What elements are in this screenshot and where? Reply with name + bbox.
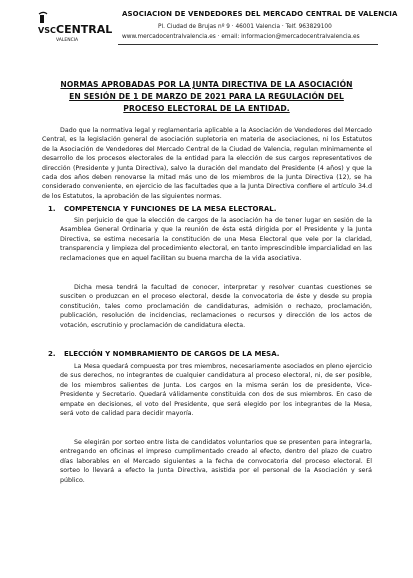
logo-graphic bbox=[36, 12, 113, 46]
section-heading bbox=[48, 205, 276, 213]
header-divider bbox=[118, 44, 378, 45]
letterhead bbox=[0, 0, 413, 56]
logo-vsc-text: VSC bbox=[38, 26, 56, 35]
intro-paragraph: Dado que la normativa legal y reglamentaria aplicable a la Asociación de Vendedores del Mercado Central, es la legislación general de asociación supletoria en materia de asociaciones, ni los Estatutos de la Asociación de Vendedores del Mercado Central de la Ciudad de Valencia, regulan mínimamente el desarrollo de los procesos electorales de la entidad para la elección de sus cargos representativos de dirección (Presidente y Junta Directiva), salvo la duración del mandato del Presidente (4 años) y que la cada dos años deben renovarse la mitad más uno de los miembros de la Junta Directiva (12), se ha considerado conveniente, en ejercicio de las facultades que a la Junta Directiva confiere el artículo 34.d de los Estatutos, la aprobación de las siguientes normas. bbox=[42, 127, 372, 200]
organization-name: ASOCIACION DE VENDEDORES DEL MERCADO CENTRAL DE VALENCIA bbox=[122, 10, 398, 18]
section-paragraph: Sin perjuicio de que la elección de cargos de la asociación ha de tener lugar en sesión de la Asamblea General Ordinaria y que la reunión de ésta está dirigida por el Presidente y la Junta Directiva, se estima necesaria la constitución de una Mesa Electoral que vele por la claridad, transparencia y limpieza del procedimiento electoral, en tanto imprescindible imparcialidad en las reclamaciones que en aquel facilitan su buena marcha de la vida asociativa. bbox=[60, 217, 372, 262]
mercado-central-logo bbox=[36, 12, 113, 46]
section-heading bbox=[48, 350, 279, 358]
section-number: 1. bbox=[48, 205, 56, 213]
section-title: COMPETENCIA Y FUNCIONES DE LA MESA ELECTORAL. bbox=[64, 205, 277, 213]
logo-valencia-text: VALENCIA bbox=[56, 38, 79, 43]
section-title: ELECCIÓN Y NOMBRAMIENTO DE CARGOS DE LA MESA. bbox=[64, 350, 280, 358]
document-title: NORMAS APROBADAS POR LA JUNTA DIRECTIVA DE LA ASOCIACIÓN EN SESIÓN DE 1 DE MARZO DE 2021 PARA LA REGULACIÓN DEL PROCESO ELECTORAL DE LA ENTIDAD. bbox=[60, 80, 353, 114]
section-paragraph: Dicha mesa tendrá la facultad de conocer, interpretar y resolver cuantas cuestiones se susciten o produzcan en el proceso electoral, desde la convocatoria de éste y desde su propia constitución, tales como proclamación de candidaturas, admisión o rechazo, proclamación, publicación, resolución de incidencias, reclamaciones o recursos y dirección de los actos de votación, escrutinio y proclamación de candidatura electa. bbox=[60, 284, 372, 329]
section-number: 2. bbox=[48, 350, 56, 358]
organization-address: Pl. Ciudad de Brujas nº 9 · 46001 Valencia · Telf. 963829100 bbox=[158, 24, 332, 30]
section-paragraph: La Mesa quedará compuesta por tres miembros, necesariamente asociados en pleno ejercicio de sus derechos, no integrantes de cualquier candidatura al proceso electoral, ni, de ser posible, de los miembros salientes de Junta. Los cargos en la misma serán los de presidente, Vice-Presidente y Secretario. Quedará válidamente constituida con dos de sus miembros. En caso de empate en decisiones, el voto del Presidente, que será elegido por los integrantes de la Mesa, será voto de calidad para decidir mayoría. bbox=[60, 363, 372, 418]
section-paragraph: Se elegirán por sorteo entre lista de candidatos voluntarios que se presenten para integrarla, entregando en oficinas el impreso cumplimentado creado al efecto, dentro del plazo de cuatro días laborables en el Mercado siguientes a la fecha de convocatoria del proceso electoral. El sorteo lo llevará a efecto la Junta Directiva, asistida por el personal de la Asociación y será público. bbox=[60, 439, 372, 484]
logo-central-text: CENTRAL bbox=[56, 23, 113, 36]
organization-contact: www.mercadocentralvalencia.es · email: informacion@mercadocentralvalencia.es bbox=[122, 34, 360, 40]
